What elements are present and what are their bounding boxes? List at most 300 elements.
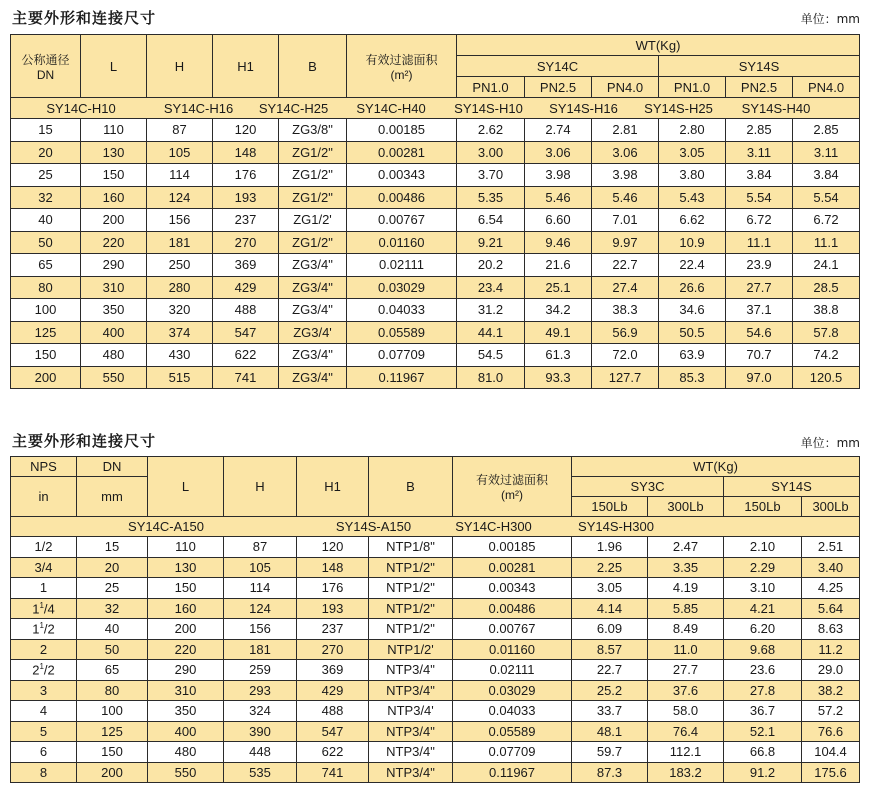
table-cell: 2.47: [648, 537, 724, 558]
table-cell: 50: [77, 639, 148, 660]
model-code: SY14S-H300: [578, 519, 654, 534]
table-cell: ZG1/2': [279, 209, 347, 232]
table-cell: 28.5: [793, 276, 860, 299]
table-cell: ZG1/2": [279, 164, 347, 187]
table-cell: 20: [11, 141, 81, 164]
table-row: [11, 701, 860, 722]
table-cell: 80: [77, 680, 148, 701]
table-cell: 3.70: [457, 164, 525, 187]
table-cell: 622: [297, 742, 369, 763]
table-cell: 36.7: [724, 701, 802, 722]
table-cell: 3.06: [592, 141, 659, 164]
table-cell: 200: [81, 209, 147, 232]
table-cell: 2.81: [592, 119, 659, 142]
table-cell: 0.00767: [453, 619, 572, 640]
table-cell: 25: [11, 164, 81, 187]
table-cell: 57.2: [802, 701, 860, 722]
table-cell: 4.25: [802, 578, 860, 599]
table-cell: 8.57: [572, 639, 648, 660]
nps-value: 4: [39, 703, 48, 719]
table-cell: 58.0: [648, 701, 724, 722]
table-cell: 124: [147, 186, 213, 209]
table-cell: 547: [297, 721, 369, 742]
table-cell: 22.7: [572, 660, 648, 681]
table-cell: 38.3: [592, 299, 659, 322]
table-cell: 2.62: [457, 119, 525, 142]
table-row: [11, 366, 860, 389]
header-nps: NPS: [11, 457, 77, 477]
header-h1: H1: [213, 35, 279, 98]
table-cell: 124: [224, 598, 297, 619]
header-l: L: [148, 457, 224, 517]
table-cell: 3.98: [525, 164, 592, 187]
table-row: [11, 141, 860, 164]
table-cell: 11.0: [648, 639, 724, 660]
table-cell: 0.07709: [453, 742, 572, 763]
table-cell: 26.6: [659, 276, 726, 299]
nps-fraction-denominator: /2: [43, 621, 55, 637]
table-cell: ZG3/4": [279, 299, 347, 322]
nps-cell: [11, 557, 77, 578]
table-cell: 160: [148, 598, 224, 619]
table-cell: 350: [81, 299, 147, 322]
table-row: [11, 639, 860, 660]
table-cell: 81.0: [457, 366, 525, 389]
table-cell: 369: [213, 254, 279, 277]
table-cell: 515: [147, 366, 213, 389]
table-cell: ZG1/2": [279, 231, 347, 254]
table-cell: 6.72: [726, 209, 793, 232]
header-h: H: [224, 457, 297, 517]
header-sy14s: SY14S: [724, 477, 860, 497]
table-cell: 400: [148, 721, 224, 742]
header-pn: PN1.0: [457, 77, 525, 98]
table1-body: [11, 119, 860, 389]
table-row: [11, 598, 860, 619]
table-cell: 6.62: [659, 209, 726, 232]
table-cell: 3.10: [724, 578, 802, 599]
table-cell: 87: [147, 119, 213, 142]
table-cell: 183.2: [648, 762, 724, 783]
table-cell: 38.2: [802, 680, 860, 701]
table-cell: 0.00343: [347, 164, 457, 187]
table-cell: 34.2: [525, 299, 592, 322]
nps-cell: [11, 762, 77, 783]
table-cell: 22.4: [659, 254, 726, 277]
table-row: [11, 742, 860, 763]
table-cell: 400: [81, 321, 147, 344]
table-cell: 87.3: [572, 762, 648, 783]
header-sy14c: SY14C: [457, 56, 659, 77]
table-cell: 125: [77, 721, 148, 742]
table-cell: 4.14: [572, 598, 648, 619]
model-code: SY14C-H16: [163, 100, 234, 116]
table-cell: 0.05589: [347, 321, 457, 344]
table-cell: 193: [213, 186, 279, 209]
table-cell: 200: [77, 762, 148, 783]
table-cell: 480: [148, 742, 224, 763]
table-cell: 150: [77, 742, 148, 763]
table-cell: ZG3/4": [279, 254, 347, 277]
model-code: SY14S-H10: [454, 100, 523, 116]
table-cell: 63.9: [659, 344, 726, 367]
model-code: SY14S-H40: [741, 100, 811, 116]
table-cell: 11.1: [726, 231, 793, 254]
table-cell: 0.07709: [347, 344, 457, 367]
header-h1: H1: [297, 457, 369, 517]
table-cell: 200: [148, 619, 224, 640]
model-list: [11, 517, 860, 537]
table-cell: 1.96: [572, 537, 648, 558]
header-wt: WT(Kg): [457, 35, 860, 56]
table-cell: 8.63: [802, 619, 860, 640]
table-cell: NTP3/4': [369, 701, 453, 722]
table-cell: 176: [213, 164, 279, 187]
table-cell: 259: [224, 660, 297, 681]
table-cell: 114: [224, 578, 297, 599]
header-sy14s: SY14S: [659, 56, 860, 77]
table-cell: ZG3/4": [279, 276, 347, 299]
table-cell: 2.25: [572, 557, 648, 578]
header-area: [347, 35, 457, 98]
table-cell: NTP1/2": [369, 578, 453, 599]
table-cell: 105: [224, 557, 297, 578]
table-cell: NTP1/2": [369, 619, 453, 640]
table-cell: 104.4: [802, 742, 860, 763]
table-cell: 324: [224, 701, 297, 722]
table2-unit: 单位：mm: [800, 436, 860, 450]
table-cell: 0.02111: [347, 254, 457, 277]
nps-fraction-denominator: /4: [43, 600, 55, 616]
table-row: [11, 231, 860, 254]
header-area-line1: 有效过滤面积: [475, 473, 548, 487]
table-cell: 49.1: [525, 321, 592, 344]
table-cell: 0.05589: [453, 721, 572, 742]
table-row: [11, 557, 860, 578]
table-cell: 270: [297, 639, 369, 660]
table-cell: 0.01160: [453, 639, 572, 660]
header-class: 150Lb: [572, 497, 648, 517]
table-row: [11, 680, 860, 701]
table-cell: 7.01: [592, 209, 659, 232]
table-cell: 25: [77, 578, 148, 599]
table-cell: 85.3: [659, 366, 726, 389]
table-row: [11, 119, 860, 142]
dimensions-table-2: [10, 456, 860, 783]
table-cell: 15: [77, 537, 148, 558]
header-wt: WT(Kg): [572, 457, 860, 477]
table-cell: 114: [147, 164, 213, 187]
nps-cell: [11, 680, 77, 701]
table-cell: 2.85: [726, 119, 793, 142]
table-cell: 24.1: [793, 254, 860, 277]
header-pn: PN4.0: [793, 77, 860, 98]
header-pn: PN4.0: [592, 77, 659, 98]
table-cell: 5.54: [793, 186, 860, 209]
table-cell: 120: [297, 537, 369, 558]
table-cell: 181: [147, 231, 213, 254]
table-cell: 130: [148, 557, 224, 578]
table-cell: 220: [148, 639, 224, 660]
header-dn: DN: [77, 457, 148, 477]
table-cell: 741: [297, 762, 369, 783]
table-cell: 320: [147, 299, 213, 322]
table-cell: 390: [224, 721, 297, 742]
model-code: SY14C-H10: [46, 100, 116, 116]
table-cell: 15: [11, 119, 81, 142]
table-cell: 110: [81, 119, 147, 142]
table-cell: 3.00: [457, 141, 525, 164]
nps-cell: [11, 660, 77, 681]
nps-cell: [11, 701, 77, 722]
table-cell: 3.11: [726, 141, 793, 164]
table-cell: 66.8: [724, 742, 802, 763]
nps-value: 1: [39, 580, 48, 596]
table-cell: 87: [224, 537, 297, 558]
table-cell: 6.54: [457, 209, 525, 232]
table-cell: 3.80: [659, 164, 726, 187]
table-cell: 76.4: [648, 721, 724, 742]
table-cell: 429: [213, 276, 279, 299]
model-code: SY14C-H25: [258, 100, 329, 116]
header-pn: PN2.5: [726, 77, 793, 98]
header-dn: [11, 35, 81, 98]
table-cell: 488: [297, 701, 369, 722]
table-cell: 9.68: [724, 639, 802, 660]
nps-value: 3/4: [34, 559, 53, 575]
table-cell: 6.09: [572, 619, 648, 640]
header-dn-line2: DN: [36, 67, 55, 82]
table-cell: 3.05: [659, 141, 726, 164]
table1-title: 主要外形和连接尺寸: [12, 9, 157, 27]
table-cell: 0.00281: [453, 557, 572, 578]
table-cell: ZG3/4": [279, 366, 347, 389]
table-cell: 2.80: [659, 119, 726, 142]
table-cell: 181: [224, 639, 297, 660]
nps-value: 6: [39, 744, 48, 760]
header-in: in: [11, 477, 77, 517]
table-cell: 270: [213, 231, 279, 254]
table-cell: 3.06: [525, 141, 592, 164]
table-cell: 193: [297, 598, 369, 619]
table-cell: 0.03029: [347, 276, 457, 299]
nps-fraction-numerator: 1: [39, 621, 44, 631]
table-cell: 72.0: [592, 344, 659, 367]
table-cell: NTP3/4": [369, 721, 453, 742]
table-cell: 54.6: [726, 321, 793, 344]
table-row: [11, 321, 860, 344]
table-cell: 0.00486: [347, 186, 457, 209]
table-cell: 76.6: [802, 721, 860, 742]
table-cell: 27.4: [592, 276, 659, 299]
table-cell: 112.1: [648, 742, 724, 763]
model-code: SY14C-H40: [356, 100, 426, 116]
model-code: SY14S-H25: [644, 100, 713, 116]
table-cell: 200: [11, 366, 81, 389]
table-cell: 156: [224, 619, 297, 640]
table-cell: 0.00185: [453, 537, 572, 558]
table-cell: 5.35: [457, 186, 525, 209]
table-cell: NTP1/2": [369, 557, 453, 578]
table-cell: 3.35: [648, 557, 724, 578]
table-cell: 2.51: [802, 537, 860, 558]
header-pn: PN2.5: [525, 77, 592, 98]
table-cell: 429: [297, 680, 369, 701]
table-cell: 0.04033: [347, 299, 457, 322]
table-cell: 31.2: [457, 299, 525, 322]
table-cell: 5.85: [648, 598, 724, 619]
table-cell: 5.43: [659, 186, 726, 209]
table-cell: 38.8: [793, 299, 860, 322]
table-cell: 5.64: [802, 598, 860, 619]
table-cell: 0.02111: [453, 660, 572, 681]
table-cell: 100: [77, 701, 148, 722]
nps-fraction-denominator: /2: [43, 662, 55, 678]
table-cell: 293: [224, 680, 297, 701]
nps-value: 3: [39, 682, 48, 698]
table-cell: 550: [148, 762, 224, 783]
table-cell: 9.21: [457, 231, 525, 254]
model-code: SY14C-A150: [128, 519, 204, 534]
table-cell: 310: [148, 680, 224, 701]
table-cell: 37.6: [648, 680, 724, 701]
table-cell: 20: [77, 557, 148, 578]
table-cell: 44.1: [457, 321, 525, 344]
table-cell: 120.5: [793, 366, 860, 389]
nps-whole: 1: [32, 600, 40, 616]
model-code: SY14S-H16: [549, 100, 618, 116]
nps-value: 1/2: [34, 539, 53, 555]
table-cell: 369: [297, 660, 369, 681]
table-cell: NTP3/4": [369, 680, 453, 701]
table-cell: 29.0: [802, 660, 860, 681]
header-area-line2: (m²): [501, 488, 523, 502]
nps-cell: [11, 742, 77, 763]
table-cell: 11.2: [802, 639, 860, 660]
table-cell: 11.1: [793, 231, 860, 254]
table-cell: 52.1: [724, 721, 802, 742]
nps-fraction-numerator: 1: [39, 600, 44, 610]
table-row: [11, 578, 860, 599]
table-cell: 0.01160: [347, 231, 457, 254]
table-cell: 37.1: [726, 299, 793, 322]
table-cell: 2.74: [525, 119, 592, 142]
table-row: [11, 164, 860, 187]
table-cell: 3.40: [802, 557, 860, 578]
table-cell: ZG1/2": [279, 186, 347, 209]
table-cell: 6.20: [724, 619, 802, 640]
table-cell: 550: [81, 366, 147, 389]
table-cell: 150: [11, 344, 81, 367]
table-cell: 0.00281: [347, 141, 457, 164]
table-cell: 488: [213, 299, 279, 322]
table-cell: 176: [297, 578, 369, 599]
table-cell: 250: [147, 254, 213, 277]
table-row: [11, 762, 860, 783]
header-dn-line1: 公称通径: [21, 52, 70, 67]
header-h: H: [147, 35, 213, 98]
header-b: B: [369, 457, 453, 517]
table-cell: 0.11967: [347, 366, 457, 389]
table-cell: 34.6: [659, 299, 726, 322]
table-cell: 22.7: [592, 254, 659, 277]
header-l: L: [81, 35, 147, 98]
table-cell: 430: [147, 344, 213, 367]
table-cell: 70.7: [726, 344, 793, 367]
table-cell: 0.11967: [453, 762, 572, 783]
table-cell: 0.00343: [453, 578, 572, 599]
table-cell: NTP1/8": [369, 537, 453, 558]
table-cell: 280: [147, 276, 213, 299]
table-cell: 25.2: [572, 680, 648, 701]
table-cell: 120: [213, 119, 279, 142]
table-cell: 50: [11, 231, 81, 254]
table-cell: 23.4: [457, 276, 525, 299]
table-cell: 3.84: [793, 164, 860, 187]
table-cell: 0.00185: [347, 119, 457, 142]
table-cell: 350: [148, 701, 224, 722]
table-cell: 54.5: [457, 344, 525, 367]
table-cell: 2.85: [793, 119, 860, 142]
table-row: [11, 660, 860, 681]
table-row: [11, 619, 860, 640]
dimensions-table-1: [10, 34, 860, 389]
table-cell: 6.60: [525, 209, 592, 232]
table-cell: 6.72: [793, 209, 860, 232]
table-cell: 150: [81, 164, 147, 187]
nps-value: 2: [39, 641, 48, 657]
model-list: [11, 98, 860, 119]
table-cell: 2.10: [724, 537, 802, 558]
table-cell: 105: [147, 141, 213, 164]
table-cell: ZG3/8": [279, 119, 347, 142]
table-cell: 93.3: [525, 366, 592, 389]
table-cell: 110: [148, 537, 224, 558]
table-cell: 237: [213, 209, 279, 232]
nps-whole: 1: [32, 621, 40, 637]
table-cell: 65: [11, 254, 81, 277]
table-cell: 0.03029: [453, 680, 572, 701]
table-cell: 160: [81, 186, 147, 209]
table-cell: 130: [81, 141, 147, 164]
table-cell: 48.1: [572, 721, 648, 742]
table-cell: 8.49: [648, 619, 724, 640]
table-cell: 156: [147, 209, 213, 232]
table-cell: 5.54: [726, 186, 793, 209]
table-cell: 9.97: [592, 231, 659, 254]
table-cell: 50.5: [659, 321, 726, 344]
table-cell: 3.98: [592, 164, 659, 187]
table-cell: 23.9: [726, 254, 793, 277]
table-cell: 622: [213, 344, 279, 367]
table-cell: 175.6: [802, 762, 860, 783]
header-class: 150Lb: [724, 497, 802, 517]
table-cell: 4.19: [648, 578, 724, 599]
table-cell: 3.11: [793, 141, 860, 164]
table2-body: [11, 537, 860, 783]
header-class: 300Lb: [648, 497, 724, 517]
table-cell: 9.46: [525, 231, 592, 254]
table-row: [11, 186, 860, 209]
table-cell: 374: [147, 321, 213, 344]
nps-cell: [11, 639, 77, 660]
header-b: B: [279, 35, 347, 98]
header-area-line2: (m²): [390, 67, 413, 82]
table-cell: 5.46: [592, 186, 659, 209]
header-mm: mm: [77, 477, 148, 517]
table-cell: 220: [81, 231, 147, 254]
header-sy3c: SY3C: [572, 477, 724, 497]
